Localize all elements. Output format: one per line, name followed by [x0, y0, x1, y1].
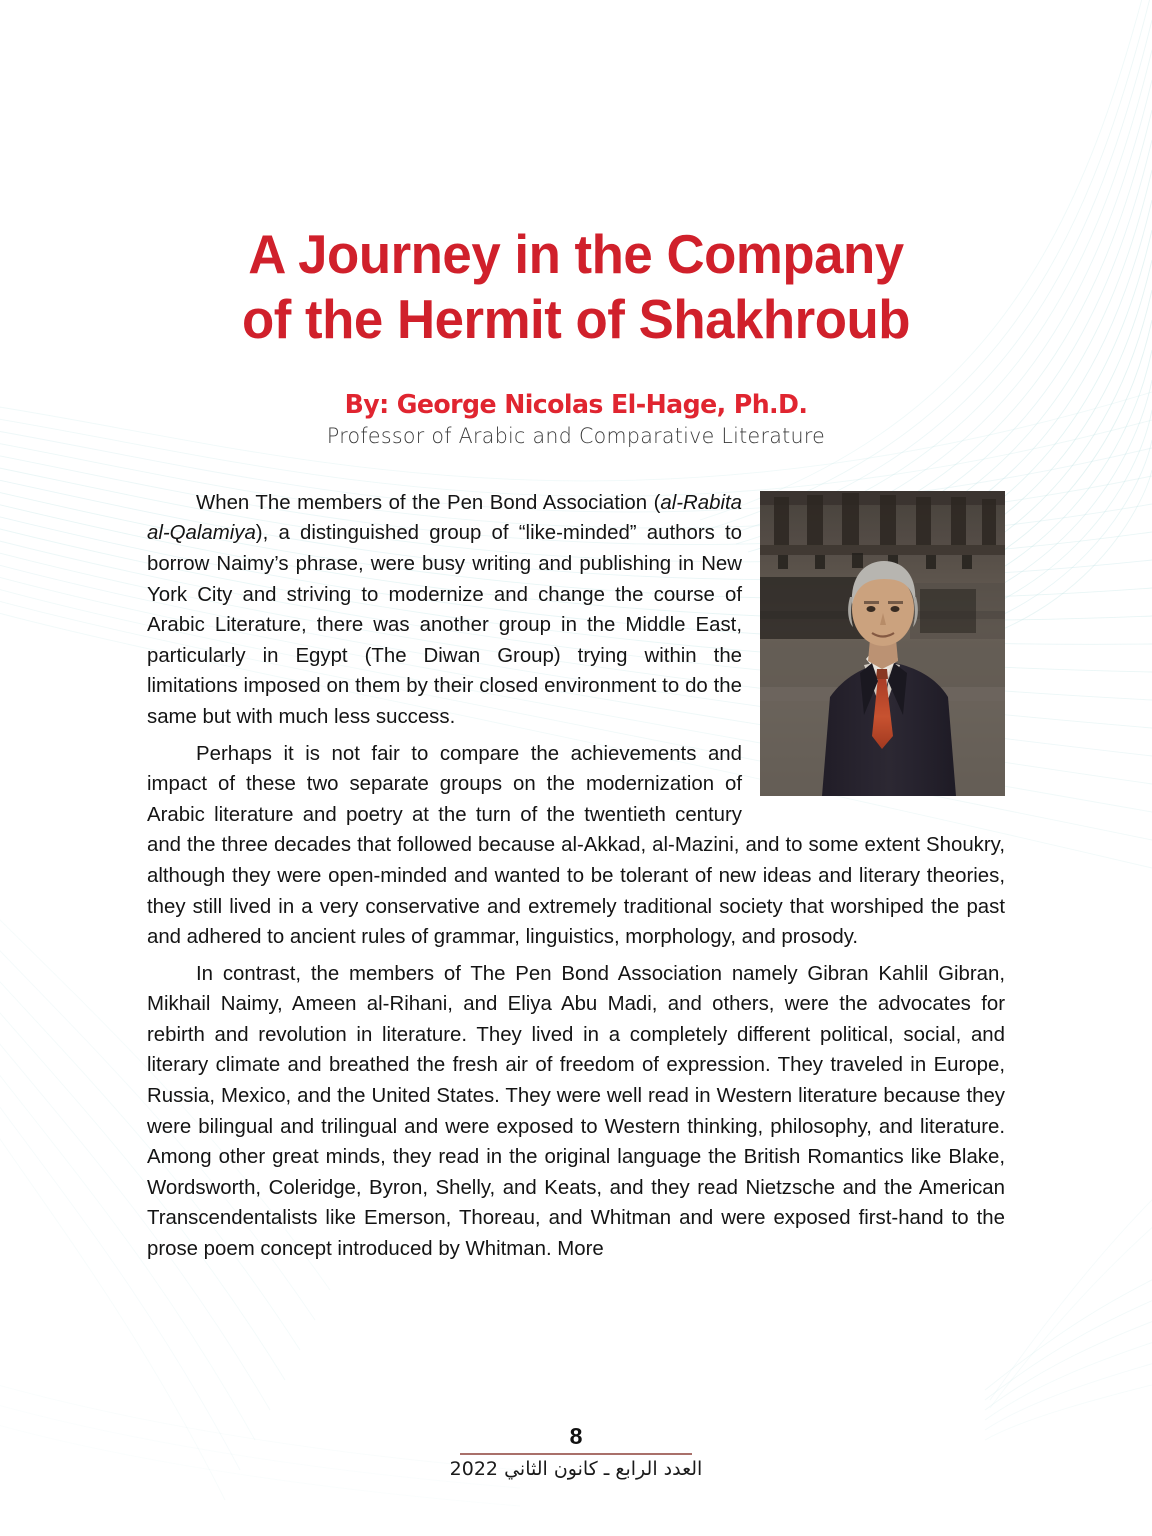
- article-header: [0, 0, 1152, 448]
- page-title: [192, 222, 960, 352]
- paragraph-2-text: Perhaps it is not fair to compare the achievements and impact of these two separate groups on the modernization of Arabic literature and poetry at the turn of the twentieth century and the three decades that followed because al-Akkad, al-Mazini, and to some extent Shoukry, although they were open-minded and wanted to be tolerant of new ideas and literary theories, they still lived in a very conservative and extremely traditional society that worshiped the past and adhered to ancient rules of grammar, linguistics, morphology, and prosody.: [147, 742, 1005, 949]
- page-number: 8: [569, 1423, 583, 1449]
- issue-line: العدد الرابع ـ كانون الثاني 2022: [449, 1458, 703, 1480]
- paragraph-1-text-italic: al-Rabita al-Qalamiya: [147, 491, 742, 545]
- paragraph-3-text: In contrast, the members of The Pen Bond Association namely Gibran Kahlil Gibran, Mikhail Naimy, Ameen al-Rihani, and Eliya Abu Madi, and others, were the advocates for rebirth and revolution in literature. They lived in a completely different political, social, and literary climate and breathed the fresh air of freedom of expression. They traveled in Europe, Russia, Mexico, and the United States. They were well read in Western literature because they were bilingual and trilingual and were exposed to Western thinking, philosophy, and literature. Among other great minds, they read in the original language the British Romantics like Blake, Wordsworth, Coleridge, Byron, Shelly, and Keats, and they read Nietzsche and the American Transcendentalists like Emerson, Thoreau, and Whitman and were exposed first-hand to the prose poem concept introduced by Whitman. More: [147, 962, 1005, 1261]
- author-affiliation: Professor of Arabic and Comparative Literature: [326, 423, 826, 448]
- page-footer: [0, 1425, 1152, 1480]
- author-byline: By: George Nicolas El-Hage, Ph.D.: [344, 389, 808, 420]
- footer-divider: [460, 1453, 692, 1455]
- paragraph-1-text-a: When The members of the Pen Bond Association (: [196, 491, 661, 514]
- article-body: [147, 448, 1005, 1265]
- title-line-2: of the Hermit of Shakhroub: [241, 287, 911, 350]
- author-portrait-figure: [760, 491, 1005, 796]
- wave-right-lower: [985, 1180, 1152, 1440]
- paragraph-1-text-b: ), a distinguished group of “like-minded” authors to borrow Naimy’s phrase, were busy writing and publishing in New York City and striving to modernize and change the course of Arabic Literature, there was another group in the Middle East, particularly in Egypt (The Diwan Group) trying within the limitations imposed on them by their closed environment to do the same but with much less success.: [147, 522, 742, 728]
- author-portrait-image: [760, 491, 1005, 796]
- title-line-1: A Journey in the Company: [248, 223, 904, 285]
- paragraph-3: [147, 959, 1005, 1265]
